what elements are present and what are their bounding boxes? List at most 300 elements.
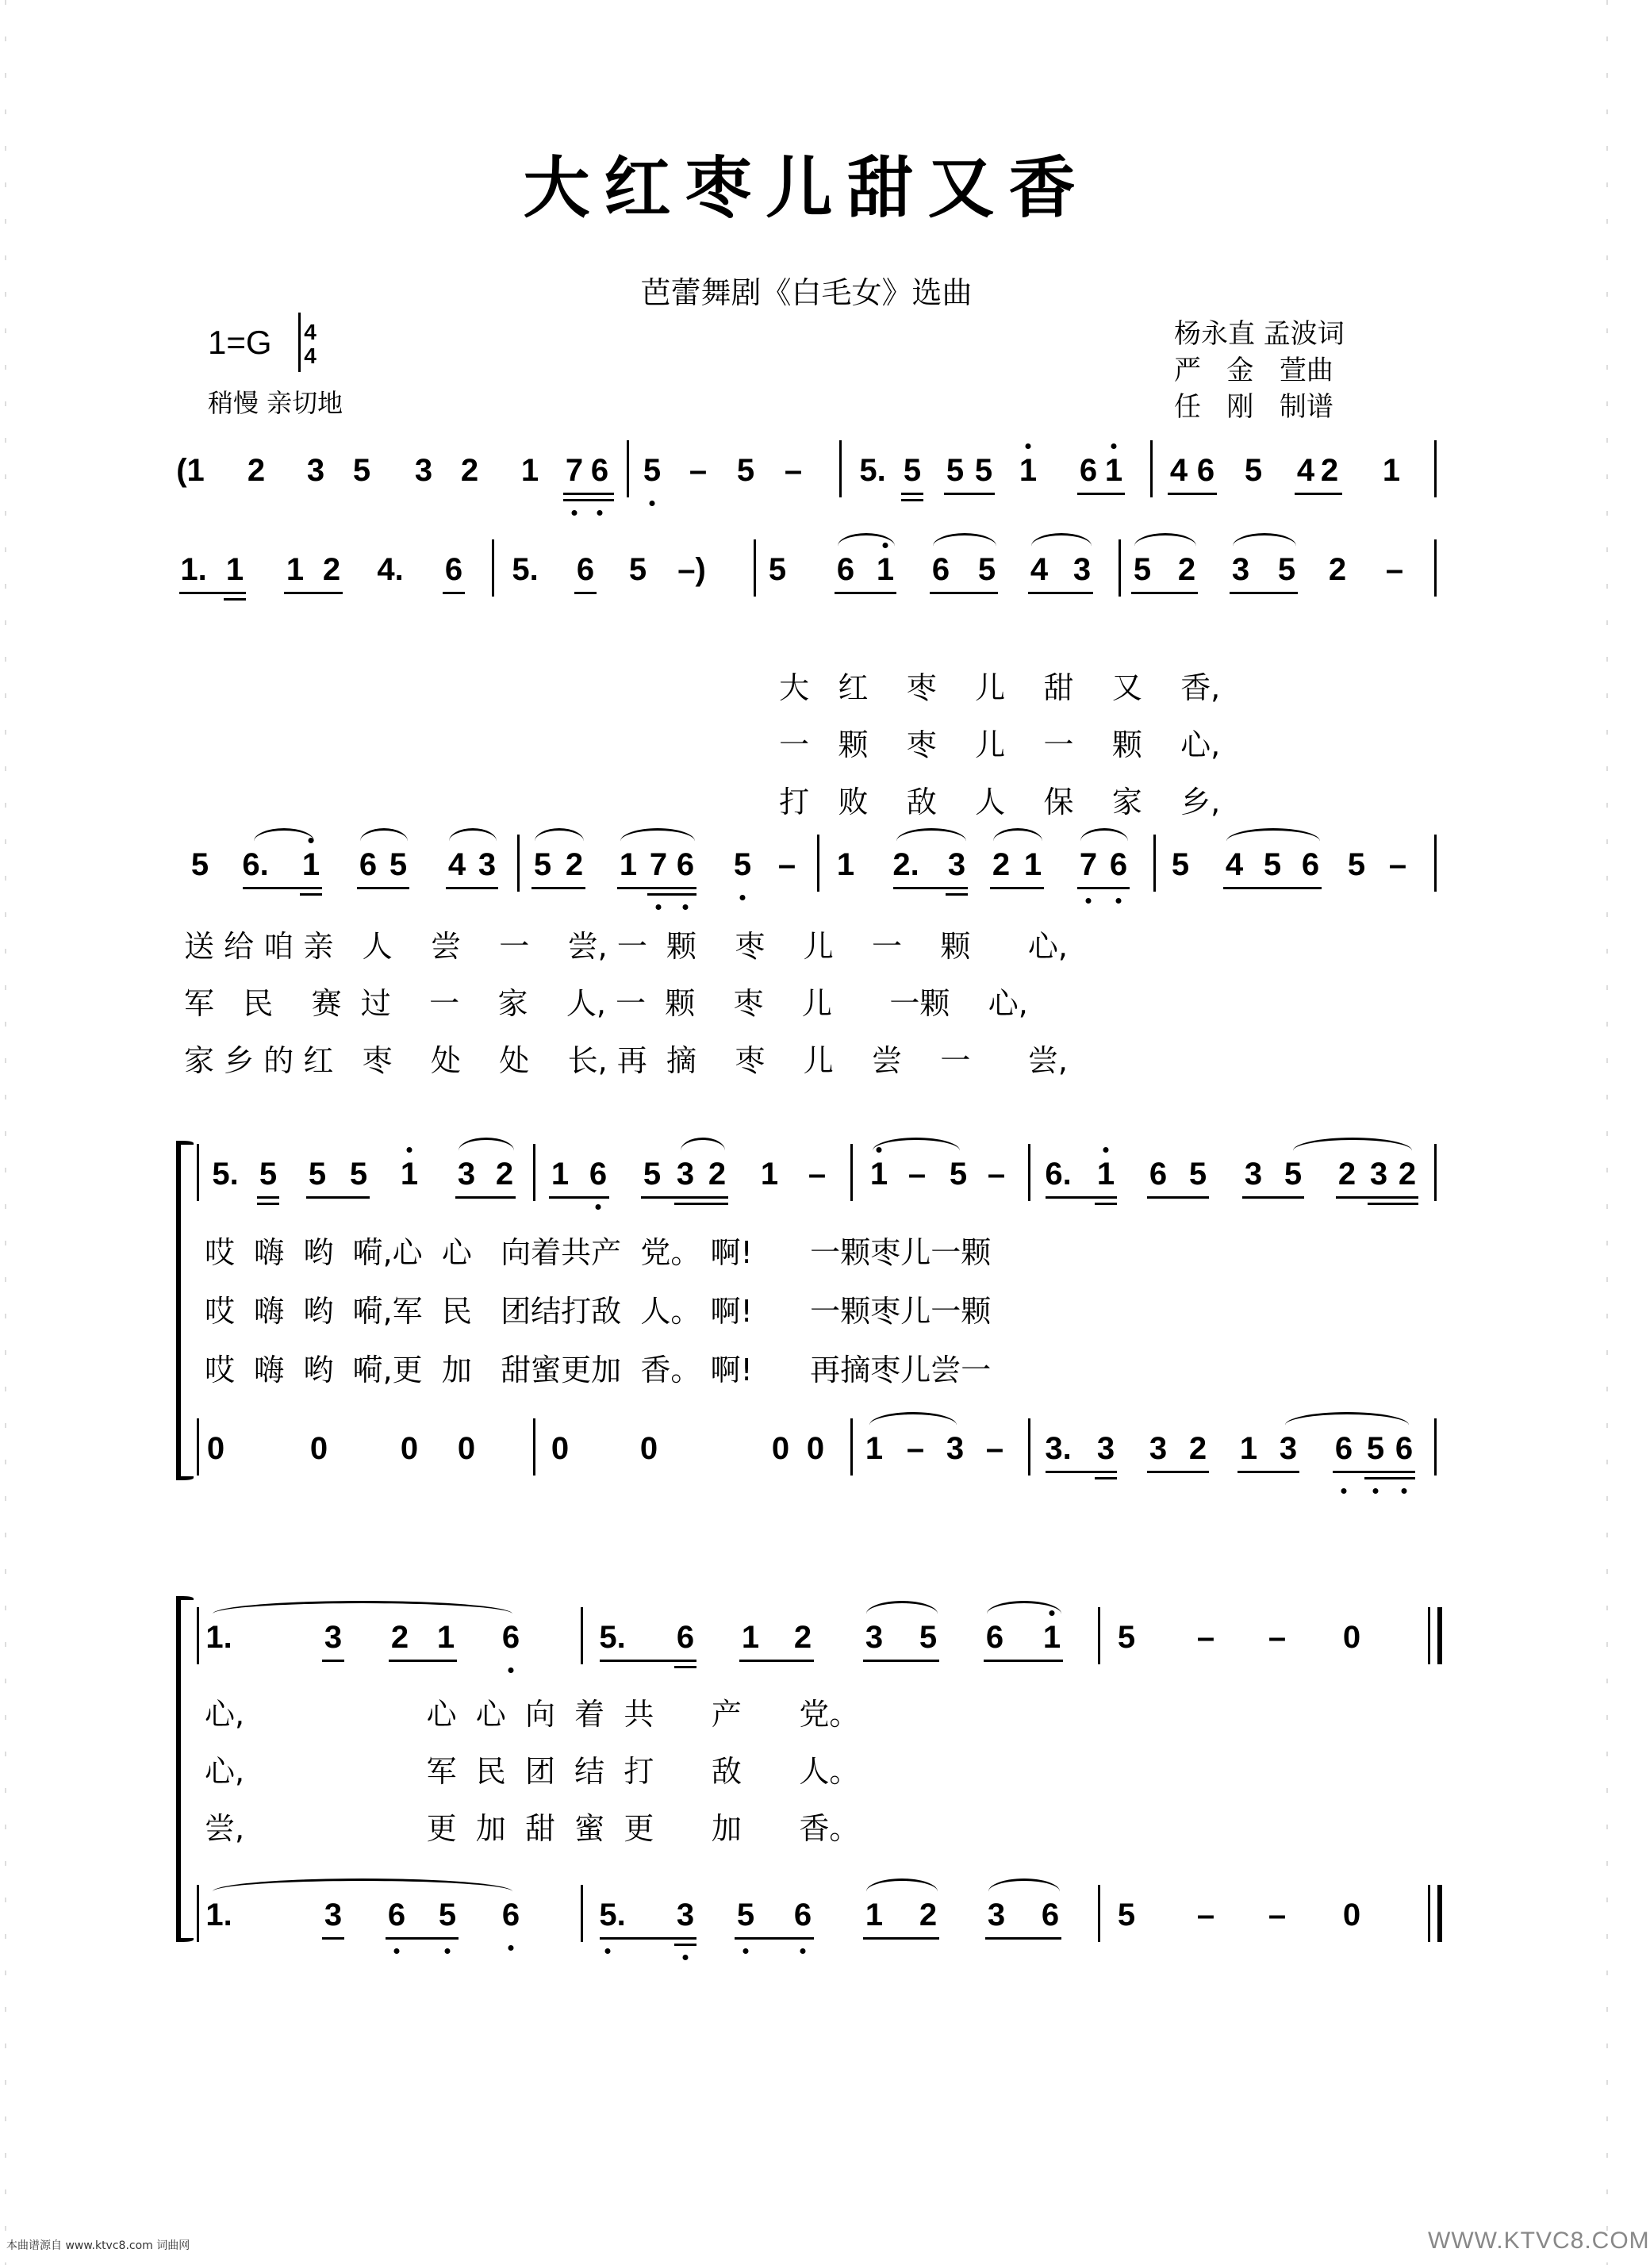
note: 4	[1169, 453, 1188, 488]
slur	[1134, 533, 1196, 559]
note: 4	[1225, 847, 1244, 882]
note: 1	[301, 847, 320, 882]
note: 6	[589, 1157, 608, 1192]
lyric: 哟	[303, 1294, 334, 1329]
notation-line-2	[0, 547, 1613, 603]
lyric: 党。	[799, 1697, 860, 1732]
note: 5	[643, 1157, 662, 1192]
lyric: 枣	[735, 929, 766, 964]
note: 6	[501, 1898, 520, 1932]
note: 2	[708, 1157, 727, 1192]
note: 5	[1171, 847, 1190, 882]
lyric: 枣	[362, 1043, 393, 1078]
lyric: 红	[838, 670, 869, 705]
lyric: 心	[392, 1235, 423, 1270]
underline	[600, 1660, 696, 1662]
dot	[508, 1945, 514, 1951]
note: 4	[447, 847, 466, 882]
lyric: 枣	[733, 986, 764, 1021]
note: 2	[793, 1620, 812, 1655]
lyric: 一	[810, 1294, 841, 1329]
underline	[1046, 1471, 1117, 1473]
note: 3	[1244, 1157, 1263, 1192]
note: 5	[1244, 453, 1263, 488]
lyric: 颗	[961, 1235, 992, 1270]
slur	[993, 828, 1042, 854]
underline	[1077, 887, 1130, 889]
note: 3	[457, 1157, 476, 1192]
underline	[224, 598, 246, 601]
tempo-marking: 稍慢 亲切地	[208, 388, 343, 418]
dot	[394, 1948, 400, 1954]
lyric: 香。	[640, 1353, 701, 1387]
underline	[1147, 1471, 1209, 1473]
underline	[257, 1203, 279, 1205]
note: 6	[590, 453, 609, 488]
underline	[1046, 1196, 1117, 1199]
lyric: 又	[1111, 670, 1142, 705]
lyric: 尝	[872, 1043, 903, 1078]
underline	[990, 887, 1044, 889]
underline	[985, 1937, 1061, 1940]
note: 5	[389, 847, 408, 882]
lyric: 军	[184, 986, 215, 1021]
underline	[179, 592, 246, 594]
note: 3	[324, 1898, 343, 1932]
lyric: 摘	[666, 1043, 697, 1078]
note: 6.	[242, 847, 269, 882]
note: –	[689, 453, 708, 488]
notation-line-5-lower	[0, 1893, 1613, 1948]
note: 5	[1133, 552, 1152, 587]
lyric: 嗨	[254, 1294, 285, 1329]
note: 5	[1366, 1431, 1385, 1466]
lyric: 更	[392, 1353, 423, 1387]
lyric: 尝	[430, 929, 461, 964]
note: 6	[1196, 453, 1215, 488]
note: 0	[771, 1431, 790, 1466]
underline	[1131, 592, 1198, 594]
lyric: 心,	[205, 1697, 245, 1732]
note: 3	[947, 847, 966, 882]
lyric: 人	[975, 785, 1006, 819]
note: 0	[639, 1431, 658, 1466]
note: 0	[1342, 1620, 1361, 1655]
lyric: 民	[475, 1754, 506, 1789]
lyric: 敌	[906, 785, 937, 819]
note: 1	[1239, 1431, 1258, 1466]
underline	[1168, 493, 1217, 495]
underline	[443, 592, 465, 594]
lyric: 着	[574, 1697, 605, 1732]
underline	[674, 1666, 696, 1668]
note: 0	[309, 1431, 328, 1466]
dot	[508, 1667, 514, 1673]
underline	[835, 592, 896, 594]
note: 2	[992, 847, 1011, 882]
lyric: 处	[499, 1043, 530, 1078]
time-signature-bottom: 4	[304, 343, 317, 368]
lyric: 尝,	[205, 1811, 245, 1846]
underline	[563, 493, 614, 495]
lyrics-row1-verse3	[760, 743, 1220, 821]
underline	[1364, 1477, 1415, 1479]
slur	[254, 828, 314, 854]
lyrics-row4-verse1	[205, 1690, 859, 1733]
note: 2	[390, 1620, 409, 1655]
barline	[839, 440, 842, 497]
lyric: 打	[624, 1754, 654, 1789]
footer-source: 本曲谱源自 www.ktvc8.com 词曲网	[6, 2239, 190, 2252]
time-signature-top: 4	[304, 320, 317, 344]
note: 5	[1188, 1157, 1207, 1192]
note: –	[987, 1157, 1006, 1192]
lyric: 一	[616, 929, 647, 964]
barline	[1150, 440, 1153, 497]
underline	[563, 499, 614, 501]
lyric: 一	[429, 986, 460, 1021]
underline	[257, 1196, 279, 1199]
note: 7	[649, 847, 668, 882]
note: 5	[768, 552, 787, 587]
lyrics-row4-verse2	[205, 1747, 859, 1790]
lyric: 团	[524, 1754, 555, 1789]
lyric: 咱	[263, 929, 294, 964]
notation-line-3	[0, 842, 1613, 898]
lyric: 家	[497, 986, 528, 1021]
note: 7	[1079, 847, 1098, 882]
lyric: 啊!	[710, 1294, 753, 1329]
note: 5.	[599, 1898, 626, 1932]
slur	[933, 533, 996, 559]
dot	[1116, 898, 1122, 904]
note: 5	[349, 1157, 368, 1192]
dot	[650, 501, 655, 506]
lyric: 人	[362, 929, 393, 964]
barline	[492, 539, 494, 597]
note: 1	[436, 1620, 455, 1655]
lyric: 嗨	[254, 1353, 285, 1387]
note: 5	[628, 552, 647, 587]
underline	[386, 1937, 459, 1940]
note: 5.	[512, 552, 539, 587]
page-subtitle: 芭蕾舞剧《白毛女》选曲	[640, 275, 973, 310]
lyric: 再	[810, 1353, 841, 1387]
barline	[533, 1144, 535, 1201]
note: 3	[478, 847, 497, 882]
lyric: 枣	[870, 1353, 901, 1387]
barline	[1119, 539, 1121, 597]
lyric: 加	[591, 1353, 622, 1387]
underline	[446, 887, 498, 889]
barline	[627, 440, 629, 497]
note: 5.	[859, 453, 886, 488]
lyric: 加	[711, 1811, 742, 1846]
lyrics-row2-verse1	[184, 922, 1068, 965]
note: 5	[1347, 847, 1366, 882]
lyric: 哎	[205, 1353, 236, 1387]
dot	[605, 1948, 611, 1954]
lyric: 长,	[567, 1043, 608, 1078]
underline	[641, 1196, 728, 1199]
note: 3	[1096, 1431, 1115, 1466]
note: 1	[286, 552, 305, 587]
lyric: 一	[961, 1353, 992, 1387]
underline	[893, 887, 968, 889]
barline	[581, 1885, 583, 1942]
note: 3.	[1045, 1431, 1072, 1466]
notation-line-4-lower	[0, 1426, 1613, 1482]
underline	[322, 1937, 344, 1940]
barline	[817, 835, 819, 892]
final-barline	[1428, 1607, 1442, 1664]
lyric: 产	[711, 1697, 742, 1732]
underline	[1242, 1196, 1304, 1199]
lyric: 军	[426, 1754, 457, 1789]
lyric: 嗬,	[352, 1235, 393, 1270]
lyric: 枣	[870, 1294, 901, 1329]
note: 6	[501, 1620, 520, 1655]
note: 3	[1369, 1157, 1388, 1192]
dot	[596, 1204, 601, 1210]
lyric: 人,	[566, 986, 606, 1021]
note: 6	[931, 552, 950, 587]
note: 1	[741, 1620, 760, 1655]
slur	[1080, 828, 1128, 854]
barline	[197, 1607, 199, 1664]
lyric: 团	[501, 1294, 531, 1329]
lyric: 保	[1043, 785, 1074, 819]
note: –	[1385, 552, 1404, 587]
underline	[930, 592, 998, 594]
underline	[243, 887, 322, 889]
note: 3	[946, 1431, 965, 1466]
barline	[581, 1607, 583, 1664]
note: 2	[1188, 1431, 1207, 1466]
note: 3	[324, 1620, 343, 1655]
dot	[656, 904, 662, 910]
note: 1	[1104, 453, 1123, 488]
note: 1	[865, 1431, 884, 1466]
note: 1.	[205, 1898, 232, 1932]
slur	[1031, 533, 1092, 559]
underline	[1223, 887, 1322, 889]
underline	[600, 1937, 696, 1940]
lyric: 嗨	[254, 1235, 285, 1270]
underline	[901, 499, 923, 501]
lyric: 嗬,	[352, 1294, 393, 1329]
lyric: 人。	[640, 1294, 701, 1329]
lyric: 心	[475, 1697, 506, 1732]
lyric: 人。	[799, 1754, 860, 1789]
dot	[597, 510, 603, 516]
underline	[1230, 592, 1298, 594]
lyric: 甜	[524, 1811, 555, 1846]
note: 5	[919, 1620, 938, 1655]
note: 1	[1019, 453, 1038, 488]
lyric: 着	[531, 1235, 562, 1270]
note: 6	[836, 552, 855, 587]
note: 5	[643, 453, 662, 488]
note: 2	[1320, 453, 1339, 488]
note: 1.	[205, 1620, 232, 1655]
underline	[1077, 493, 1125, 495]
lyric: 结	[574, 1754, 605, 1789]
lyric: 结	[531, 1294, 562, 1329]
page-title: 大红枣儿甜又香	[523, 148, 1090, 227]
barline	[197, 1144, 199, 1201]
lyric: 儿	[975, 727, 1006, 762]
lyric: 一	[810, 1235, 841, 1270]
lyric: 打	[779, 785, 810, 819]
lyric: 红	[303, 1043, 334, 1078]
barline	[1028, 1144, 1030, 1201]
underline	[984, 1660, 1063, 1662]
notation-line-5-upper	[0, 1615, 1613, 1671]
lyric: 一	[940, 1043, 971, 1078]
note: 5	[1277, 552, 1296, 587]
note: 6	[359, 847, 378, 882]
barline	[517, 835, 520, 892]
note: 2	[919, 1898, 938, 1932]
lyric: 蜜	[531, 1353, 562, 1387]
lyric: 家	[184, 1043, 215, 1078]
lyric: 产	[591, 1235, 622, 1270]
dot	[445, 1948, 451, 1954]
dot	[1111, 443, 1117, 449]
lyric: 哎	[205, 1235, 236, 1270]
lyric: 乡	[224, 1043, 255, 1078]
note: –	[808, 1157, 827, 1192]
barline	[1098, 1607, 1100, 1664]
lyric: 心	[441, 1235, 472, 1270]
note: –	[1268, 1898, 1287, 1932]
lyric: 一颗	[889, 986, 950, 1021]
underline	[674, 1203, 728, 1205]
time-signature	[298, 320, 322, 368]
note: 5	[736, 1898, 755, 1932]
underline	[1095, 1203, 1117, 1205]
lyrics-row3-verse1	[205, 1228, 991, 1272]
underline	[674, 1944, 696, 1946]
lyric: 嗬,	[352, 1353, 393, 1387]
lyric: 民	[441, 1294, 472, 1329]
lyric: 尝	[931, 1353, 961, 1387]
note: 1.	[180, 552, 207, 587]
underline	[739, 1660, 814, 1662]
lyric: 共	[561, 1235, 592, 1270]
slur	[681, 1138, 725, 1164]
lyric: 香。	[799, 1811, 860, 1846]
note: 0	[806, 1431, 825, 1466]
barline	[1434, 1144, 1437, 1201]
lyric: 枣	[906, 727, 937, 762]
dot	[740, 895, 746, 900]
underline	[389, 1660, 457, 1662]
lyric: 哟	[303, 1235, 334, 1270]
note: 2	[1337, 1157, 1356, 1192]
underline	[1295, 493, 1342, 495]
lyric: 颗	[665, 986, 696, 1021]
lyric: 一	[931, 1294, 961, 1329]
note: 0	[457, 1431, 476, 1466]
lyric: 儿	[801, 986, 832, 1021]
note: 5	[352, 453, 371, 488]
note: 6	[1301, 847, 1320, 882]
note: 3	[676, 1898, 695, 1932]
lyric: 共	[624, 1697, 654, 1732]
dot	[1341, 1488, 1347, 1494]
lyric: 颗	[961, 1294, 992, 1329]
underline	[946, 893, 968, 896]
lyric: 送	[184, 929, 215, 964]
lyric: 敌	[591, 1294, 622, 1329]
dot	[1103, 1147, 1109, 1153]
note: 5	[308, 1157, 327, 1192]
note: 5	[533, 847, 552, 882]
underline	[455, 1196, 516, 1199]
lyric: 枣	[870, 1235, 901, 1270]
lyric: 颗	[940, 929, 971, 964]
slur	[1226, 828, 1320, 854]
note: 6	[1334, 1431, 1353, 1466]
note: 6	[444, 552, 463, 587]
slur	[896, 828, 966, 854]
lyric: 儿	[803, 1043, 834, 1078]
note: 3	[1231, 552, 1250, 587]
underline	[901, 493, 923, 495]
note: –	[777, 847, 796, 882]
underline	[574, 592, 597, 594]
note: 6	[1109, 847, 1128, 882]
note: 3	[1279, 1431, 1298, 1466]
note: 4.	[377, 552, 404, 587]
slur	[459, 1138, 514, 1164]
time-signature-bar	[298, 313, 301, 372]
barline	[1434, 835, 1437, 892]
note: 1	[865, 1898, 884, 1932]
lyric: 尝,	[567, 929, 608, 964]
underline	[306, 1196, 370, 1199]
note: 2	[1177, 552, 1196, 587]
note: 2	[1328, 552, 1347, 587]
note: 4	[1296, 453, 1315, 488]
lyric: 颗	[666, 929, 697, 964]
lyric: 一	[499, 929, 530, 964]
lyric: 党。	[640, 1235, 701, 1270]
lyric: 颗	[840, 1294, 871, 1329]
dot	[683, 904, 689, 910]
note: 1	[400, 1157, 419, 1192]
note: 1	[760, 1157, 779, 1192]
note: 5	[903, 453, 922, 488]
lyric: 过	[360, 986, 391, 1021]
lyric: 儿	[803, 929, 834, 964]
lyric: 大	[779, 670, 810, 705]
barline	[1153, 835, 1156, 892]
note: 2	[247, 453, 266, 488]
note: 2.	[892, 847, 919, 882]
note: 6	[1149, 1157, 1168, 1192]
lyric: 儿	[900, 1235, 931, 1270]
note: 1	[836, 847, 855, 882]
lyric: 一	[931, 1235, 961, 1270]
underline	[549, 1196, 609, 1199]
note: 3	[987, 1898, 1006, 1932]
note: 5	[736, 453, 755, 488]
lyric: 枣	[906, 670, 937, 705]
underline	[863, 1660, 939, 1662]
